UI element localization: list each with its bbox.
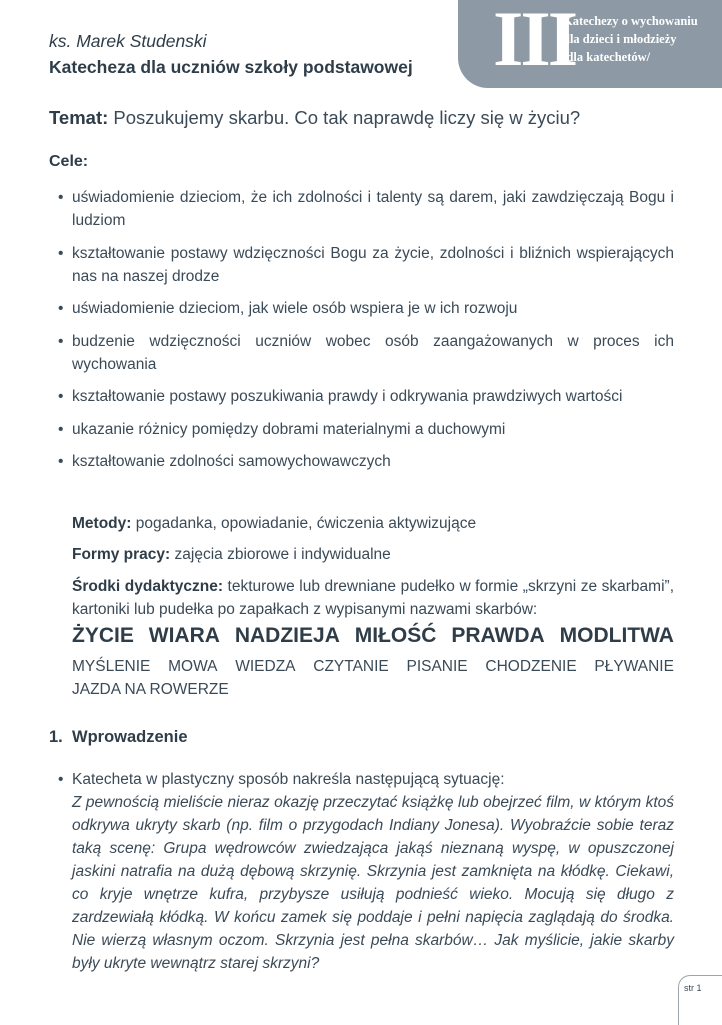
treasure-word: JAZDA NA ROWERZE	[72, 681, 229, 698]
section-number: 1.	[49, 728, 63, 746]
aids-label: Środki dydaktyczne:	[72, 578, 223, 595]
methods-text: pogadanka, opowiadanie, ćwiczenia aktywizujące	[135, 515, 477, 532]
series-title-line: dla dzieci i młodzieży	[563, 32, 677, 46]
list-item: • kształtowanie postawy poszukiwania prawdy i odkrywania prawdziwych wartości	[56, 385, 674, 408]
series-numeral: III	[493, 0, 576, 82]
list-item: • uświadomienie dzieciom, jak wiele osób wspiera je w ich rozwoju	[56, 297, 674, 320]
treasures-main-row	[72, 624, 674, 648]
treasure-word: MOWA	[168, 658, 218, 675]
treasure-word: PRAWDA	[451, 624, 545, 647]
series-title-line: Katechezy o wychowaniu	[563, 14, 698, 28]
goals-heading: Cele:	[49, 153, 89, 170]
list-item	[56, 768, 674, 975]
intro-list	[56, 768, 674, 975]
methods-label: Metody:	[72, 515, 132, 532]
list-item: • kształtowanie zdolności samowychowawczych	[56, 450, 674, 473]
list-item: • budzenie wdzięczności uczniów wobec osób zaangażowanych w proces ich wychowania	[56, 330, 674, 376]
aids-paragraph	[72, 575, 674, 621]
list-item: • kształtowanie postawy wdzięczności Bogu za życie, zdolności i bliźnich wspierających nas na naszej drodze	[56, 242, 674, 288]
treasure-word: ŻYCIE	[72, 624, 134, 647]
page-number: str 1	[684, 983, 702, 993]
forms-text: zajęcia zbiorowe i indywidualne	[174, 546, 391, 563]
author: ks. Marek Studenski	[49, 31, 207, 51]
forms-label: Formy pracy:	[72, 546, 171, 563]
forms-line	[72, 543, 674, 566]
intro-story: Z pewnością mieliście nieraz okazję przeczytać książkę lub obejrzeć film, w którym ktoś odkrywa ukryty skarb (np. film o przygodach Indiany Jonesa). Wyobraźcie sobie teraz taką scenę: Grupa wędrowców zwiedzająca jakąś nieznaną wyspę, w opuszczonej jaskini natrafia na dużą dębową skrzynię. Skrzynia jest zamknięta na kłódkę. Ciekawi, co kryje wnętrze kufra, przybysze usiłują podnieść wieko. Mocują się długo z zardzewiałą kłódką. W końcu zamek się poddaje i pełni napięcia zaglądają do środka. Nie wierzą własnym oczom. Skrzynia jest pełna skarbów… Jak myślicie, jakie skarby były ukryte wewnątrz starej skrzyni?	[72, 794, 674, 972]
document-subtitle: Katecheza dla uczniów szkoły podstawowej	[49, 57, 413, 77]
treasure-word: MIŁOŚĆ	[354, 624, 437, 647]
treasure-word: PISANIE	[406, 658, 468, 675]
treasure-word: CZYTANIE	[313, 658, 389, 675]
list-item: • uświadomienie dzieciom, że ich zdolności i talenty są darem, jaki zawdzięczają Bogu i ludziom	[56, 186, 674, 232]
list-item: • ukazanie różnicy pomiędzy dobrami materialnymi a duchowymi	[56, 418, 674, 441]
treasure-word: MYŚLENIE	[72, 658, 151, 675]
topic-label: Temat:	[49, 107, 109, 128]
goals-list	[56, 186, 674, 483]
section-title: Wprowadzenie	[72, 728, 188, 746]
treasure-word: MODLITWA	[559, 624, 674, 647]
topic-line	[49, 107, 580, 129]
intro-lead: • Katecheta w plastyczny sposób nakreśla następującą sytuację:	[72, 771, 505, 788]
treasures-secondary	[72, 655, 674, 701]
treasure-word: CHODZENIE	[485, 658, 577, 675]
treasure-word: NADZIEJA	[234, 624, 340, 647]
treasure-word: WIEDZA	[235, 658, 296, 675]
topic-text: Poszukujemy skarbu. Co tak naprawdę liczy się w życiu?	[113, 107, 581, 128]
treasure-word: PŁYWANIE	[594, 658, 674, 675]
section-heading	[49, 728, 188, 747]
series-title-line: /dla katechetów/	[563, 50, 651, 64]
treasures-secondary-row	[72, 655, 674, 678]
methods-line	[72, 512, 674, 535]
treasure-word: WIARA	[148, 624, 220, 647]
series-title	[563, 12, 719, 66]
aids-text: tekturowe lub drewniane pudełko w formie „skrzyni ze skarbami”, kartoniki lub pudełka po zapałkach z wypisanymi nazwami skarbów:	[72, 578, 674, 618]
